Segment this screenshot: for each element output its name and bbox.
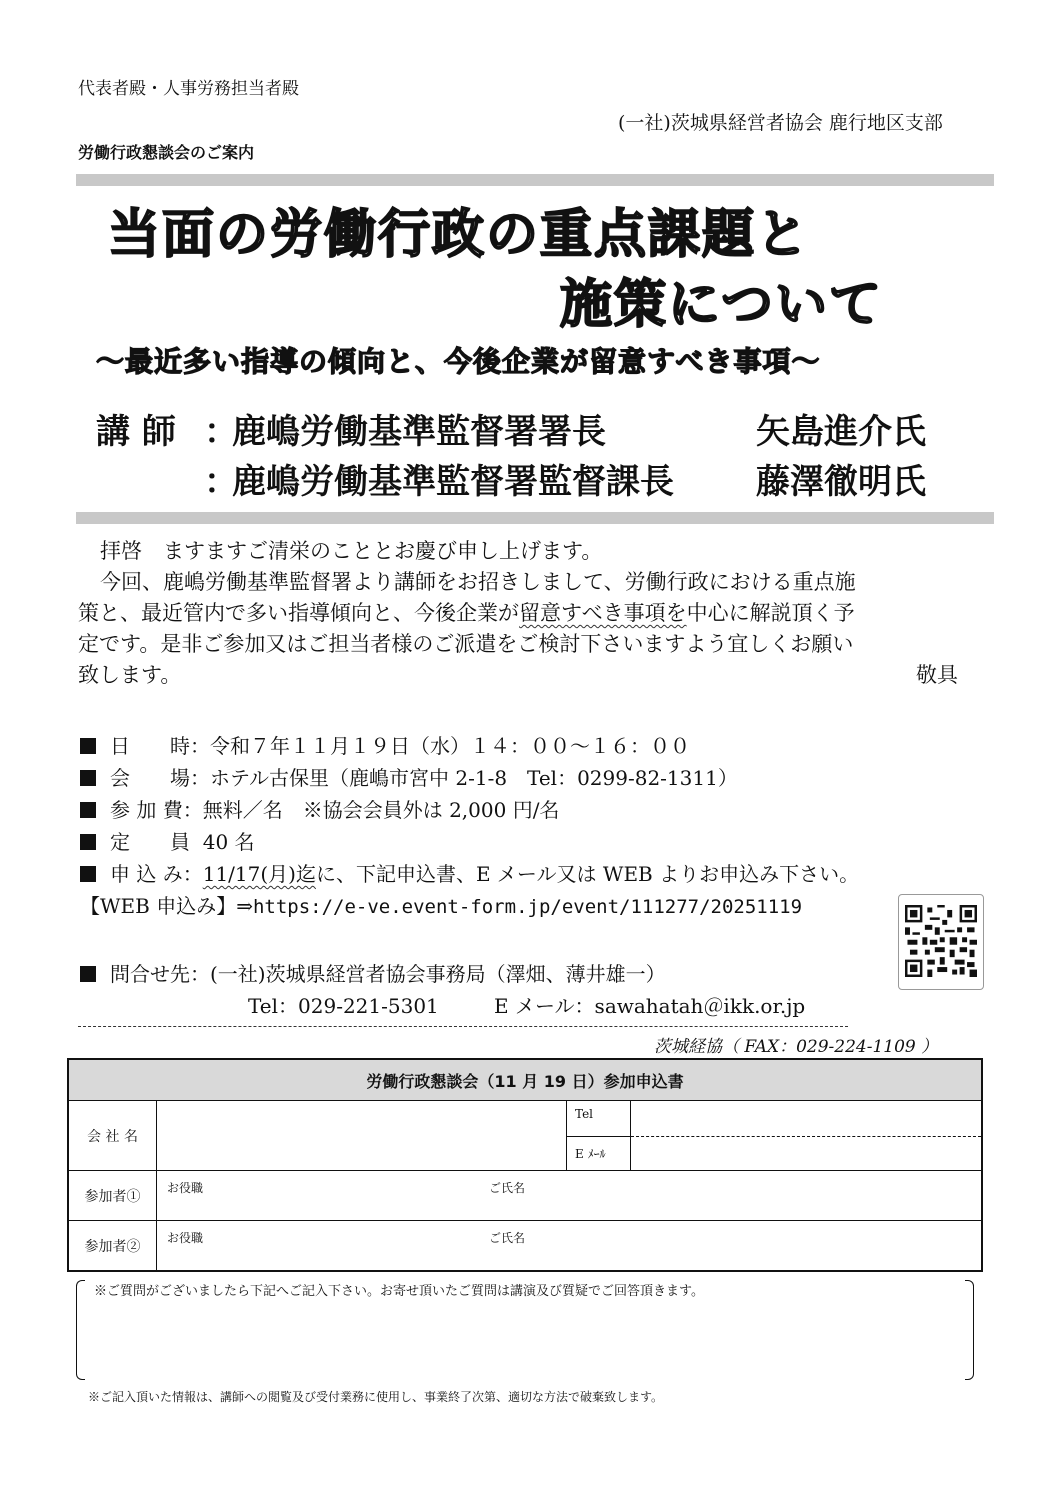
participant-1-field[interactable] — [157, 1171, 982, 1221]
registration-form — [67, 1058, 983, 1272]
contact: 問合せ先：(一社)茨城県経営者協会事務局（澤畑、薄井雄一） — [80, 958, 666, 987]
body-line-1: 今回、鹿嶋労働基準監督署より講師をお招きしまして、労働行政における重点施 — [100, 570, 856, 594]
square-bullet-icon — [80, 738, 96, 754]
qr-code-icon — [905, 905, 977, 977]
detail-venue: 会 場：ホテル古保里（鹿嶋市宮中 2-1-8 Tel：0299-82-1311） — [80, 762, 738, 791]
detail-apply: 申 込 み：11/17(月)迄に、下記申込書、E メール又は WEB よりお申込み下さい。 — [80, 858, 859, 887]
fax-line: 茨城経協（ FAX：029-224-1109 ） — [654, 1037, 939, 1057]
body-line-3: 定です。是非ご参加又はご担当者様のご派遣をご検討下さいますよう宜しくお願い — [78, 632, 854, 656]
form-heading: 労働行政懇談会（11 月 19 日）参加申込書 — [69, 1060, 982, 1101]
name-label: ご氏名 — [489, 1231, 526, 1245]
position-label: お役職 — [167, 1181, 204, 1195]
emphasis-text: 留意すべき事項を — [519, 601, 687, 625]
lecturer-2-affiliation: 鹿嶋労働基準監督署監督課長 — [232, 462, 674, 502]
tel-field[interactable] — [631, 1101, 982, 1137]
email-field[interactable] — [631, 1137, 982, 1171]
participant-2-field[interactable] — [157, 1221, 982, 1271]
deadline-text: 11/17(月)迄 — [202, 862, 316, 886]
lecturer-1-name: 矢島進介氏 — [756, 412, 926, 452]
square-bullet-icon — [80, 866, 96, 882]
body-line-4: 致します。 — [78, 663, 182, 687]
title-line-1: 当面の労働行政の重点課題と — [108, 205, 811, 265]
square-bullet-icon — [80, 966, 96, 982]
participant-2-label: 参加者② — [69, 1221, 157, 1271]
qr-code — [898, 894, 984, 990]
cut-line — [78, 1026, 848, 1027]
addressee: 代表者殿・人事労務担当者殿 — [78, 79, 299, 99]
lecturer-2-name: 藤澤徹明氏 — [756, 462, 926, 502]
name-label: ご氏名 — [489, 1181, 526, 1195]
square-bullet-icon — [80, 802, 96, 818]
notice-label: 労働行政懇談会のご案内 — [78, 143, 255, 162]
email-label: E ﾒｰﾙ — [567, 1137, 631, 1171]
detail-capacity: 定 員 40 名 — [80, 826, 255, 855]
web-apply: 【WEB 申込み】⇒https://e-ve.event-form.jp/event/111277/20251119 — [80, 894, 803, 918]
company-field[interactable] — [157, 1101, 567, 1171]
square-bullet-icon — [80, 770, 96, 786]
position-label: お役職 — [167, 1231, 204, 1245]
question-box[interactable] — [76, 1280, 974, 1380]
square-bullet-icon — [80, 834, 96, 850]
tel-label: Tel — [567, 1101, 631, 1137]
web-apply-link[interactable]: https://e-ve.event-form.jp/event/111277/20251119 — [252, 896, 803, 918]
lecturer-1-sep: ： — [204, 412, 238, 452]
participant-1-label: 参加者① — [69, 1171, 157, 1221]
contact-email[interactable]: E メール：sawahatah＠ikk.or.jp — [494, 994, 806, 1018]
subtitle: ～最近多い指導の傾向と、今後企業が留意すべき事項～ — [96, 345, 821, 378]
body-line-2: 策と、最近管内で多い指導傾向と、今後企業が留意すべき事項を中心に解説頂く予 — [78, 601, 855, 625]
lecturer-2-sep: ： — [204, 462, 238, 502]
company-label: 会 社 名 — [69, 1101, 157, 1171]
detail-fee: 参 加 費：無料／名 ※協会会員外は 2,000 円/名 — [80, 794, 559, 823]
title-line-2: 施策について — [560, 275, 883, 335]
top-divider-bar — [76, 174, 994, 186]
contact-tel: Tel：029-221-5301 — [248, 994, 439, 1018]
question-note: ※ご質問がございましたら下記へご記入下さい。お寄せ頂いたご質問は講演及び質疑でご回答頂きます。 — [94, 1284, 704, 1299]
lecturer-1-affiliation: 鹿嶋労働基準監督署署長 — [232, 412, 606, 452]
greeting: 拝啓 ますますご清栄のこととお慶び申し上げます。 — [100, 539, 603, 563]
privacy-note: ※ご記入頂いた情報は、講師への閲覧及び受付業務に使用し、事業終了次第、適切な方法で破棄致します。 — [88, 1390, 664, 1404]
sender: (一社)茨城県経営者協会 鹿行地区支部 — [618, 112, 943, 134]
detail-date: 日 時：令和７年１１月１９日（水）１４：００～１６：００ — [80, 730, 690, 759]
lecturer-label: 講 師 — [96, 412, 176, 452]
bottom-divider-bar — [76, 512, 994, 524]
closing: 敬具 — [916, 663, 958, 687]
